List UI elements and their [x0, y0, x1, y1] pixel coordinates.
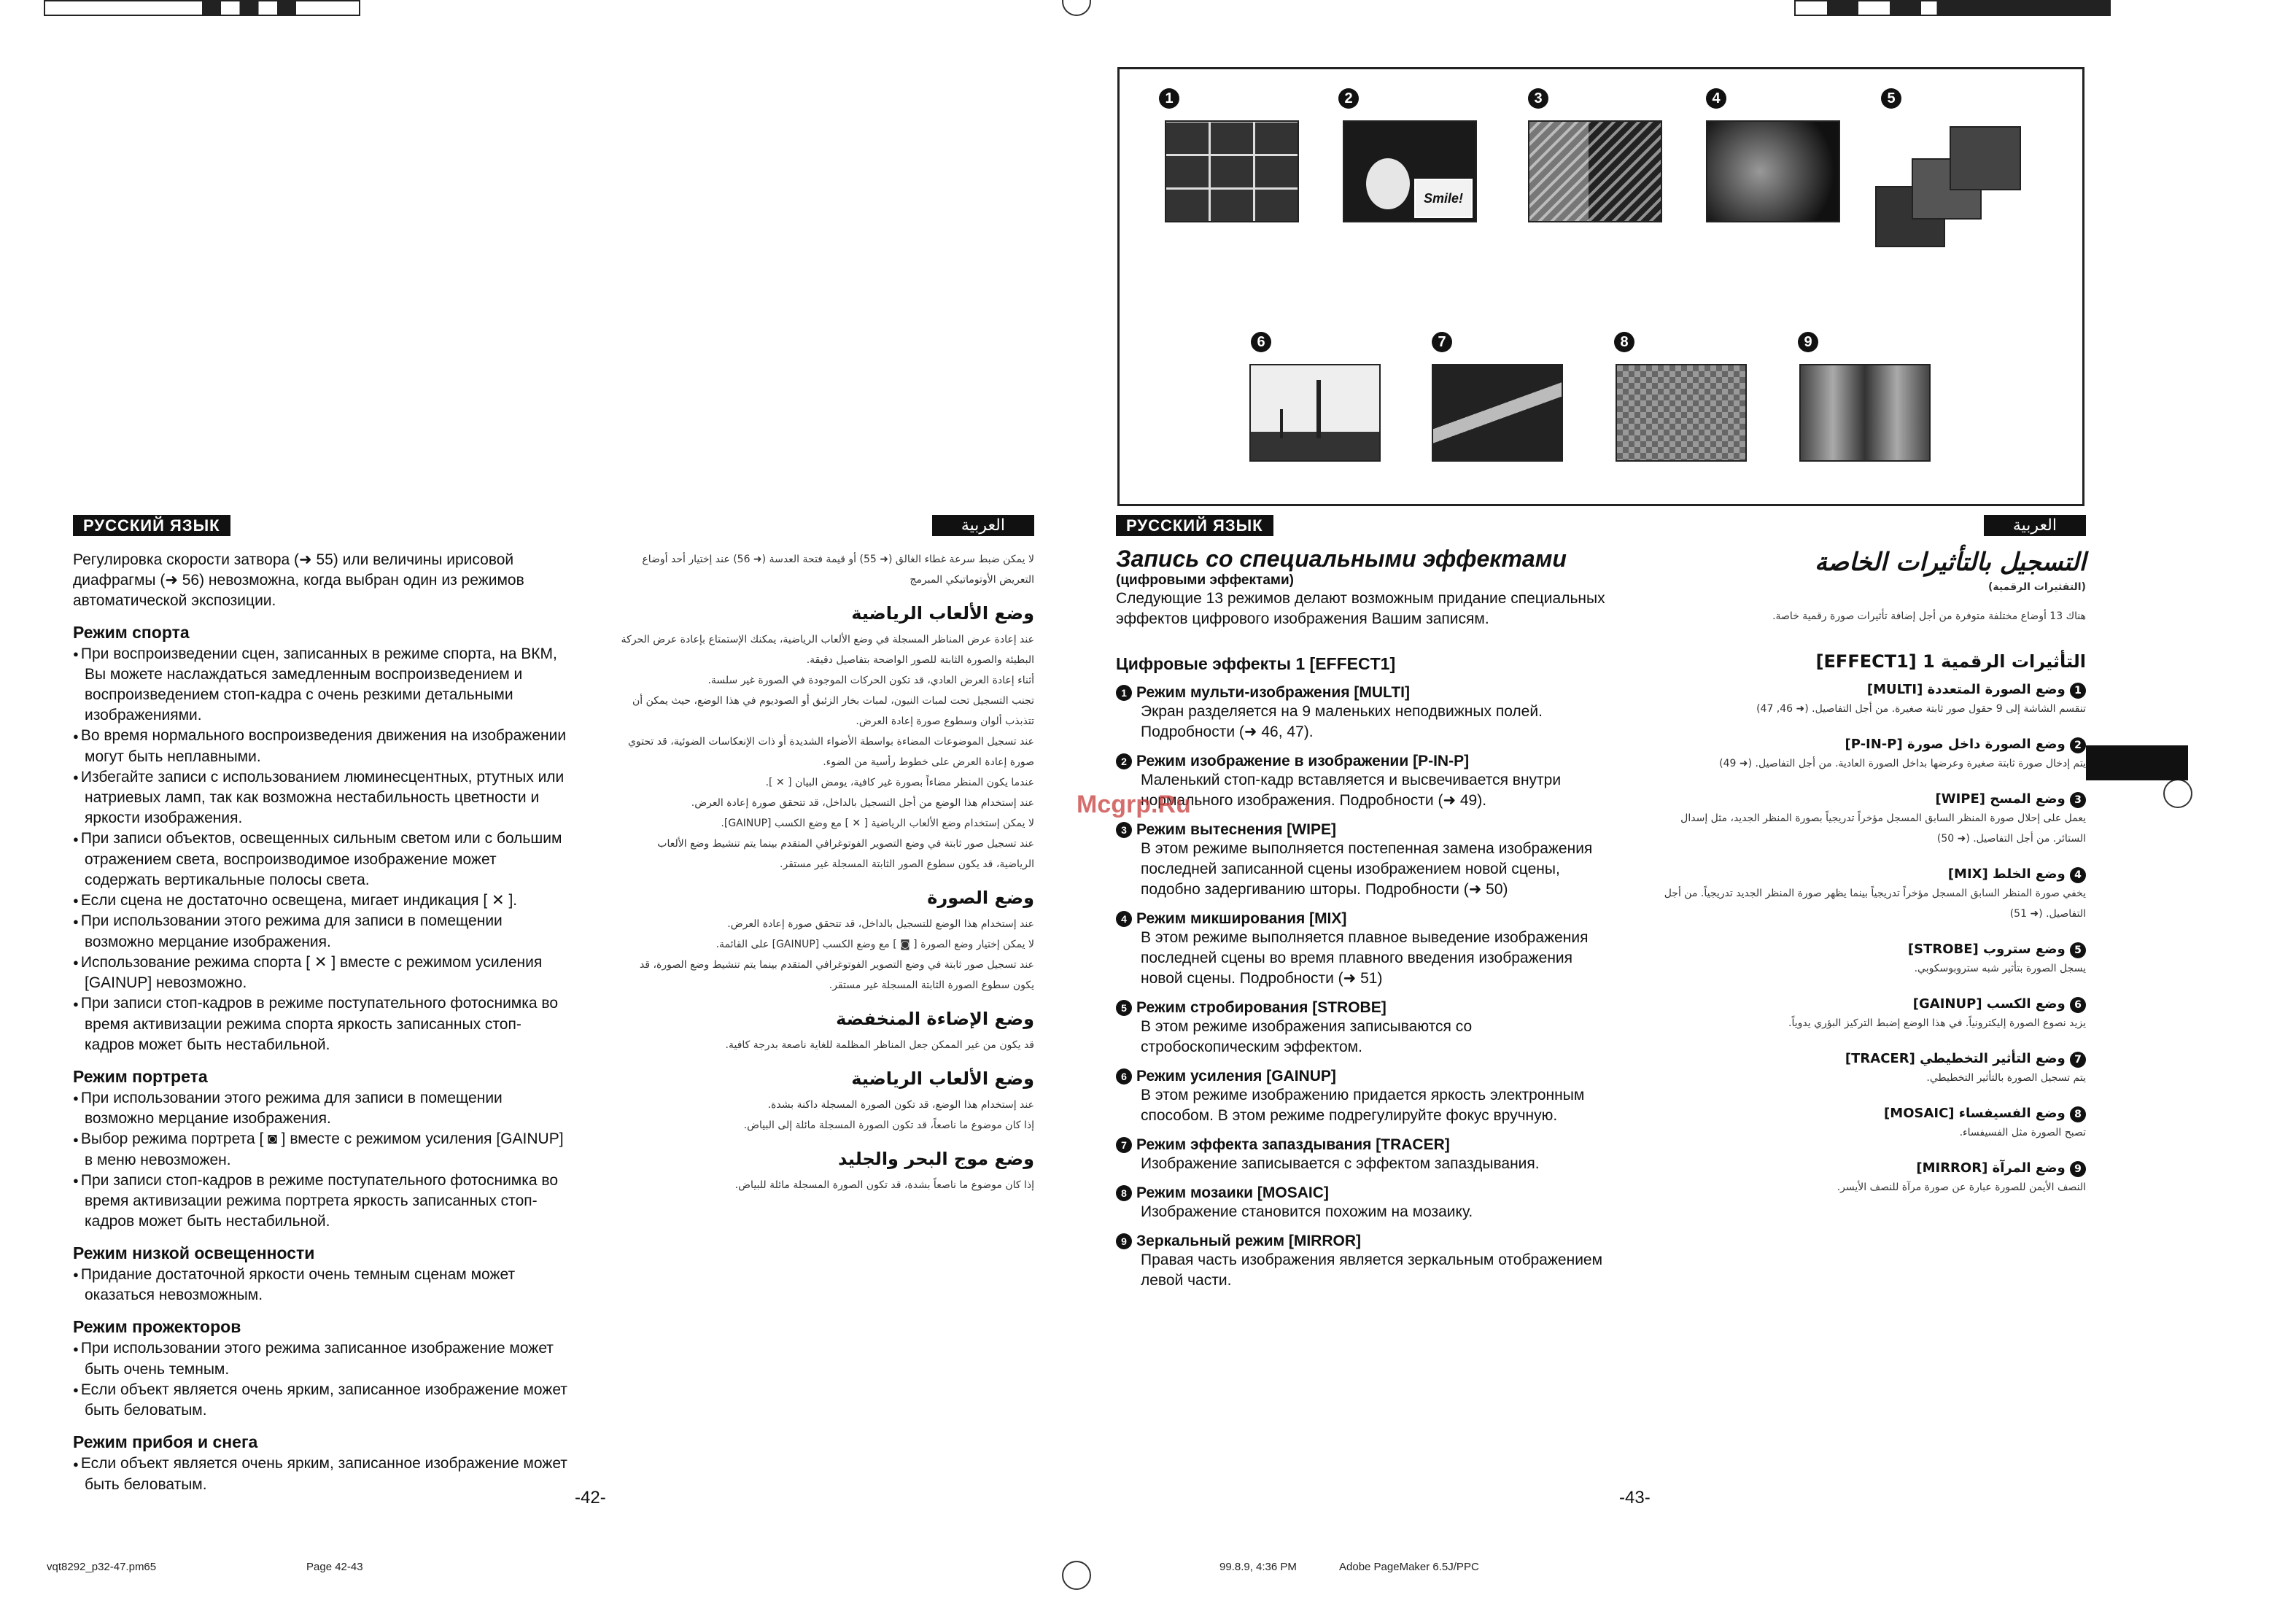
arabic-item: عند تسجيل الموضوعات المضاءة بواسطة الأضواء الشديدة أو ذات الإنعكاسات الضوئية، قد تحتوي صورة إعادة العرض على خطوط رأسية من الضوء.: [627, 736, 1034, 768]
registration-mark-bottom: [1062, 1561, 1091, 1590]
list-item: ● При воспроизведении сцен, записанных в режиме спорта, на ВКМ, Вы можете наслаждаться замедленным воспроизведением и воспроизведением стоп-кадра с очень резкими детальными изображениями.: [73, 644, 569, 726]
arabic-page-title: التسجيل بالتأثيرات الخاصة: [1815, 548, 2086, 577]
list-item: ● При использовании этого режима записанное изображение может быть очень темным.: [73, 1338, 569, 1379]
top-right-color-bar: [1794, 0, 2111, 16]
page-title: Запись со специальными эффектами: [1116, 546, 1567, 572]
list-item: ● Если объект является очень ярким, записанное изображение может быть беловатым.: [73, 1454, 569, 1494]
thumb-number: 3: [1528, 88, 1548, 109]
effect-description: يزيد نصوع الصورة إليكترونياً. في هذا الوضع إضبط التركيز البؤري يدوياً.: [1788, 1017, 2086, 1029]
arabic-item: إذا كان موضوع ما ناصعاً، قد تكون الصورة المسجلة مائلة إلى البياض.: [743, 1120, 1034, 1131]
list-item: ● Придание достаточной яркости очень темным сценам может оказаться невозможным.: [73, 1265, 569, 1305]
section-sport: [73, 623, 569, 1055]
language-label-russian: РУССКИЙ ЯЗЫК: [73, 515, 230, 536]
side-tab: [2086, 745, 2188, 780]
effect-title: وضع المرآة [MIRROR]: [1916, 1160, 2066, 1176]
effect-title: وضع الصورة المتعددة [MULTI]: [1866, 682, 2066, 697]
arabic-effect-item: [1648, 866, 2086, 924]
mix-effect-thumbnail: [1706, 120, 1840, 222]
effect-description: يتم إدخال صورة ثابتة صغيرة وعرضها بداخل الصورة العادية. من أجل التفاصيل. (➜ 49): [1719, 758, 2086, 769]
arabic-item: قد يكون من غير الممكن جعل المناظر المظلمة للغاية ناصعة بدرجة كافية.: [725, 1039, 1034, 1051]
section-title: Режим низкой освещенности: [73, 1243, 315, 1262]
effect-title: Режим мульти-изображения [MULTI]: [1136, 684, 1410, 701]
effect-title: Режим изображение в изображении [P-IN-P]: [1136, 753, 1470, 769]
left-arabic-column: [618, 516, 1034, 1195]
effect-description: В этом режиме изображения записываются со стробоскопическим эффектом.: [1141, 1018, 1473, 1055]
effect-item: [1116, 910, 1612, 989]
section-title: Режим прибоя и снега: [73, 1432, 258, 1452]
effect-description: النصف الأيمن للصورة عبارة عن صورة مرآة للنصف الأيسر.: [1837, 1182, 2086, 1193]
tracer-effect-thumbnail: [1432, 364, 1563, 462]
effect-number: 5: [1116, 1000, 1132, 1016]
effects-preview-frame: [1117, 67, 2084, 506]
effect-number: 4: [1116, 911, 1132, 927]
arabic-effect-item: [1648, 682, 2086, 719]
effect-number: 1: [2070, 683, 2086, 699]
watermark: Mcgrp.Ru: [1077, 791, 1191, 818]
thumb-number: 1: [1159, 88, 1179, 109]
effect-title: Зеркальный режим [MIRROR]: [1136, 1233, 1362, 1249]
arabic-section-title: وضع الألعاب الرياضية: [851, 1068, 1034, 1089]
list-item: ● Во время нормального воспроизведения движения на изображении могут быть неплавными.: [73, 726, 569, 767]
effect-title: وضع الكسب [GAINUP]: [1912, 996, 2066, 1012]
effect-title: وضع الصورة داخل صورة [P-IN-P]: [1845, 737, 2066, 752]
effect-item: [1116, 684, 1612, 742]
list-item: ● При записи стоп-кадров в режиме поступательного фотоснимка во время активизации режима спорта яркость записанных стоп-кадров может быть нестабильной.: [73, 993, 569, 1055]
effect-title: Режим мозаики [MOSAIC]: [1136, 1184, 1329, 1201]
effect-description: В этом режиме выполняется постепенная замена изображения последней записанной сцены изображением новой сцены, подобно задергиванию шторы. Подробности (➜ 50): [1141, 840, 1593, 898]
section-low-light: [73, 1244, 569, 1305]
arabic-intro: هناك 13 أوضاع مختلفة متوفرة من أجل إضافة تأثيرات صورة رقمية خاصة.: [1772, 610, 2086, 622]
footer-file: vqt8292_p32-47.pm65: [47, 1561, 157, 1573]
effect-description: Изображение записывается с эффектом запаздывания.: [1141, 1155, 1540, 1172]
right-russian-column: [1116, 516, 1612, 1291]
arabic-item: عند إستخدام هذا الوضع من أجل التسجيل بالداخل، قد تتحقق صورة إعادة العرض.: [691, 797, 1034, 809]
list-item: ● Использование режима спорта [ ✕ ] вместе с режимом усиления [GAINUP] невозможно.: [73, 953, 569, 993]
footer-app: Adobe PageMaker 6.5J/PPC: [1339, 1561, 1479, 1573]
language-label-russian: РУССКИЙ ЯЗЫК: [1116, 515, 1273, 536]
thumb-number: 7: [1432, 332, 1452, 352]
thumb-number: 6: [1251, 332, 1271, 352]
effect-title: Режим эффекта запаздывания [TRACER]: [1136, 1136, 1450, 1153]
effect-number: 9: [1116, 1233, 1132, 1249]
list-item: ● При записи объектов, освещенных сильным светом или с большим отражением света, воспроизводимое изображение может содержать вертикальные полосы света.: [73, 829, 569, 890]
intro-text: Регулировка скорости затвора (➜ 55) или величины ирисовой диафрагмы (➜ 56) невозможна, когда выбран один из режимов автоматической экспозиции.: [73, 551, 524, 609]
arabic-effect-item: [1648, 1160, 2086, 1198]
effect-description: Экран разделяется на 9 маленьких неподвижных полей. Подробности (➜ 46, 47).: [1141, 703, 1543, 740]
arabic-item: عند إعادة عرض المناظر المسجلة في وضع الألعاب الرياضية، يمكنك الإستمتاع بإعادة عرض الحركة البطيئة والصورة الثابتة للصور الواضحة بتفاصيل دقيقة.: [621, 634, 1034, 666]
registration-mark-right: [2163, 779, 2192, 808]
page-number-right: -43-: [1619, 1488, 1651, 1508]
thumb-number: 8: [1614, 332, 1634, 352]
section-portrait: [73, 1067, 569, 1232]
list-item: ● Избегайте записи с использованием люминесцентных, ртутных или натриевых ламп, так как возможна нестабильность цветности и яркости изображения.: [73, 767, 569, 829]
list-item: ● Если объект является очень ярким, записанное изображение может быть беловатым.: [73, 1380, 569, 1421]
list-item: ● При записи стоп-кадров в режиме поступательного фотоснимка во время активизации режима портрета яркость записанных стоп-кадров может быть нестабильной.: [73, 1171, 569, 1232]
arabic-item: عندما يكون المنظر مضاءاً بصورة غير كافية، يومض البيان [ ✕ ].: [765, 777, 1034, 788]
effect-description: يخفي صورة المنظر السابق المسجل مؤخراً تدريجياً بينما يظهر صورة المنظر الجديد تدريجياً. من أجل التفاصيل. (➜ 51): [1664, 888, 2086, 920]
effect-description: تصبح الصورة مثل الفسيفساء.: [1959, 1127, 2086, 1138]
wipe-effect-thumbnail: [1528, 120, 1662, 222]
effect-description: В этом режиме изображению придается яркость электронным способом. В этом режиме подрегулируйте фокус вручную.: [1141, 1087, 1585, 1124]
arabic-effects-heading: التأثيرات الرقمية 1 [EFFECT1]: [1815, 651, 2086, 672]
thumb-number: 4: [1706, 88, 1726, 109]
top-left-color-bar: [44, 0, 360, 16]
right-arabic-column: [1648, 516, 2086, 1198]
effect-item: [1116, 1184, 1612, 1222]
effect-title: وضع الخلط [MIX]: [1947, 866, 2066, 882]
effect-title: وضع المسح [WIPE]: [1935, 791, 2066, 807]
footer-page: Page 42-43: [306, 1561, 363, 1573]
section-spotlight: [73, 1317, 569, 1421]
registration-mark-top: [1062, 0, 1091, 16]
effect-number: 7: [1116, 1137, 1132, 1153]
effect-number: 3: [2070, 792, 2086, 808]
effect-item: [1116, 821, 1612, 900]
effect-description: Изображение становится похожим на мозаику.: [1141, 1203, 1473, 1220]
effect-title: Режим стробирования [STROBE]: [1136, 999, 1386, 1016]
gainup-effect-thumbnail: [1249, 364, 1381, 462]
page-number-left: -42-: [575, 1488, 606, 1508]
effect-description: В этом режиме выполняется плавное выведение изображения последней сцены во время плавного введения изображения новой сцены. Подробности (➜ 51): [1141, 929, 1589, 987]
arabic-effect-item: [1648, 996, 2086, 1033]
intro-text: Следующие 13 режимов делают возможным придание специальных эффектов цифрового изображения Вашим записям.: [1116, 590, 1605, 627]
arabic-section-title: وضع موج البحر والجليد: [838, 1149, 1034, 1169]
thumb-number: 9: [1798, 332, 1818, 352]
effect-item: [1116, 999, 1612, 1058]
section-surf-snow: [73, 1432, 569, 1494]
arabic-item: أثناء إعادة العرض العادي، قد تكون الحركات الموجودة في الصورة غير سلسة.: [707, 675, 1034, 686]
arabic-item: عند تسجيل صور ثابتة في وضع التصوير الفوتوغرافي المتقدم بينما يتم تنشيط وضع الصورة، قد يكون سطوع الصورة الثابتة المسجلة غير مستقر.: [639, 959, 1034, 991]
language-label-arabic: العربية: [932, 515, 1034, 536]
effect-description: Маленький стоп-кадр вставляется и высвечивается внутри нормального изображения. Подробности (➜ 49).: [1141, 772, 1562, 809]
effect-number: 8: [2070, 1106, 2086, 1122]
effect-number: 3: [1116, 822, 1132, 838]
effect-number: 8: [1116, 1185, 1132, 1201]
left-russian-column: [73, 516, 569, 1495]
thumb-number: 5: [1881, 88, 1901, 109]
effect-description: يعمل على إحلال صورة المنظر السابق المسجل مؤخراً تدريجياً بصورة المنظر الجديد، مثل إسدال الستائر. من أجل التفاصيل. (➜ 50): [1680, 812, 2086, 845]
arabic-item: عند إستخدام هذا الوضع للتسجيل بالداخل، قد تتحقق صورة إعادة العرض.: [727, 918, 1034, 930]
effect-description: يسجل الصورة بتأثير شبه ستروبوسكوبي.: [1914, 963, 2086, 974]
list-item: ● Если сцена не достаточно освещена, мигает индикация [ ✕ ].: [73, 891, 569, 911]
section-title: Режим прожекторов: [73, 1317, 241, 1337]
effect-title: وضع ستروب [STROBE]: [1907, 942, 2066, 957]
language-label-arabic: العربية: [1984, 515, 2086, 536]
effect-item: [1116, 1068, 1612, 1126]
effect-number: 9: [2070, 1161, 2086, 1177]
arabic-effect-item: [1648, 942, 2086, 979]
effect-title: Режим усиления [GAINUP]: [1136, 1068, 1336, 1085]
effect-item: [1116, 1233, 1612, 1291]
arabic-item: عند تسجيل صور ثابتة في وضع التصوير الفوتوغرافي المتقدم بينما يتم تنشيط وضع الألعاب الرياضية، قد يكون سطوع الصور الثابتة المسجلة غير مستقر.: [657, 838, 1034, 870]
arabic-effect-item: [1648, 791, 2086, 849]
list-item: ● При использовании этого режима для записи в помещении возможно мерцание изображения.: [73, 1088, 569, 1129]
arabic-effect-item: [1648, 1106, 2086, 1143]
list-item: ● Выбор режима портрета [ ◙ ] вместе с режимом усиления [GAINUP] в меню невозможен.: [73, 1129, 569, 1170]
effect-number: 5: [2070, 942, 2086, 958]
effect-title: وضع التأثير التخطيطي [TRACER]: [1845, 1051, 2066, 1066]
arabic-item: تجنب التسجيل تحت لمبات النيون، لمبات بخار الزئبق أو الصوديوم في هذا الوضع، حيث يمكن أن تتذبذب ألوان وسطوع صورة إعادة العرض.: [632, 695, 1034, 727]
effect-item: [1116, 1136, 1612, 1174]
mosaic-effect-thumbnail: [1616, 364, 1747, 462]
smile-caption: Smile!: [1414, 179, 1473, 218]
arabic-effect-item: [1648, 737, 2086, 774]
arabic-item: لا يمكن إستخدام وضع الألعاب الرياضية [ ✕ ] مع وضع الكسب [GAINUP].: [721, 818, 1034, 829]
strobe-effect-thumbnail: [1950, 126, 2021, 190]
multi-effect-thumbnail: [1165, 120, 1299, 222]
arabic-subtitle: (التقثيرات الرقمية): [1987, 581, 2086, 593]
arabic-section-title: وضع الألعاب الرياضية: [851, 603, 1034, 624]
effect-number: 4: [2070, 867, 2086, 883]
effect-number: 6: [1116, 1068, 1132, 1085]
effect-description: تنقسم الشاشة إلى 9 حقول صور ثابتة صغيرة. من أجل التفاصيل. (➜ 46, 47): [1756, 703, 2086, 715]
section-title: Режим спорта: [73, 623, 190, 642]
effects-heading: Цифровые эффекты 1 [EFFECT1]: [1116, 654, 1396, 673]
effect-number: 2: [2070, 737, 2086, 753]
effect-number: 6: [2070, 997, 2086, 1013]
thumb-number: 2: [1338, 88, 1359, 109]
arabic-item: لا يمكن إختيار وضع الصورة [ ◙ ] مع وضع الكسب [GAINUP] على القائمة.: [715, 939, 1034, 950]
footer-date: 99.8.9, 4:36 PM: [1219, 1561, 1297, 1573]
arabic-effect-item: [1648, 1051, 2086, 1088]
page-subtitle: (цифровыми эффектами): [1116, 573, 1294, 588]
effect-number: 2: [1116, 753, 1132, 769]
effect-title: وضع الفسيفساء [MOSAIC]: [1884, 1106, 2066, 1121]
arabic-item: عند إستخدام هذا الوضع، قد تكون الصورة المسجلة داكنة بشدة.: [767, 1099, 1034, 1111]
effect-description: يتم تسجيل الصورة بالتأثير التخطيطي.: [1926, 1072, 2086, 1084]
section-title: Режим портрета: [73, 1066, 208, 1086]
arabic-section-title: وضع الصورة: [927, 888, 1034, 908]
list-item: ● При использовании этого режима для записи в помещении возможно мерцание изображения.: [73, 911, 569, 952]
effect-number: 1: [1116, 685, 1132, 701]
mirror-effect-thumbnail: [1799, 364, 1931, 462]
arabic-intro: لا يمكن ضبط سرعة غطاء الغالق (➜ 55) أو قيمة فتحة العدسة (➜ 56) عند إختيار أحد أوضاع التعريض الأوتوماتيكي المبرمج: [642, 554, 1034, 586]
effect-title: Режим вытеснения [WIPE]: [1136, 821, 1336, 838]
effect-description: Правая часть изображения является зеркальным отображением левой части.: [1141, 1252, 1603, 1289]
arabic-section-title: وضع الإضاءة المنخفضة: [836, 1009, 1034, 1029]
effect-number: 7: [2070, 1052, 2086, 1068]
effect-title: Режим микширования [MIX]: [1136, 910, 1347, 927]
arabic-item: إذا كان موضوع ما ناصعاً بشدة، قد تكون الصورة المسجلة مائلة للبياض.: [734, 1179, 1034, 1191]
picture-in-picture-thumbnail: [1343, 120, 1477, 222]
